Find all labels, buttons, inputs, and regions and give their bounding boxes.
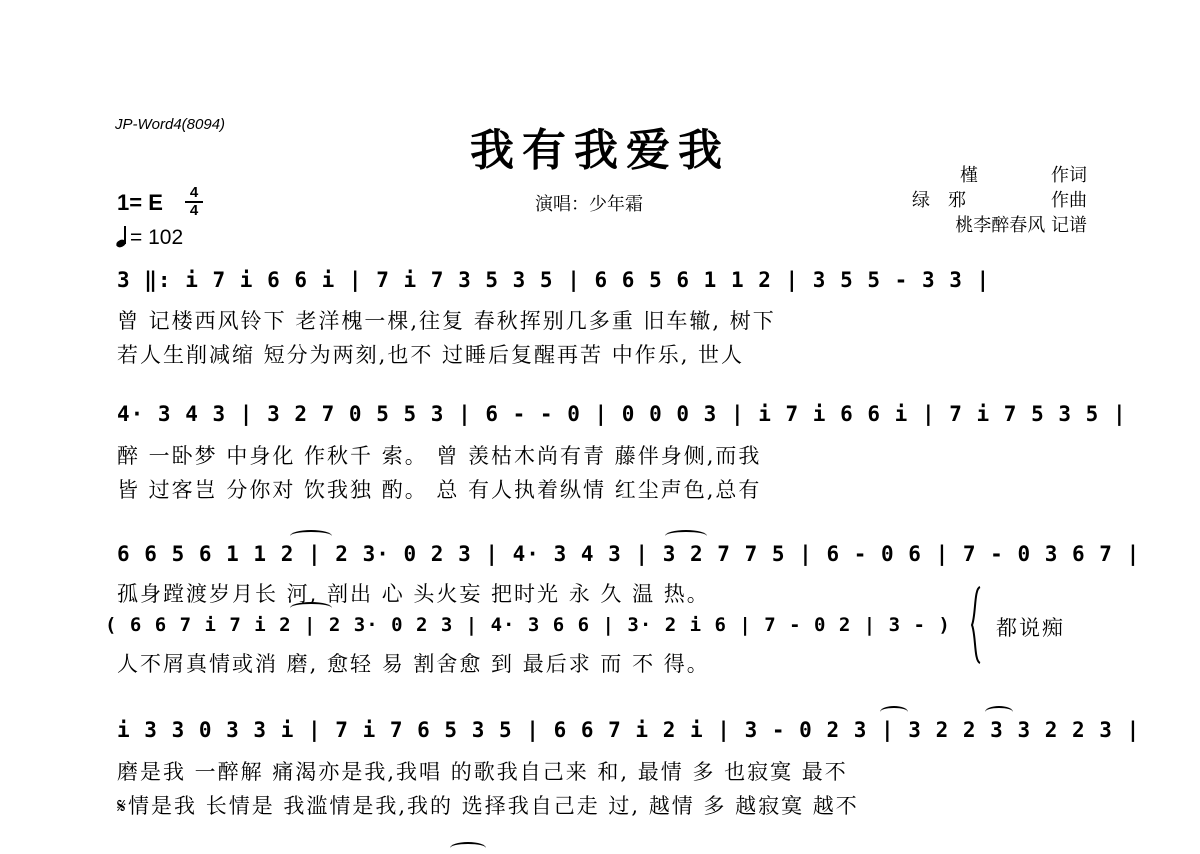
lyric-line-1a: 曾 记楼西风铃下 老洋槐一棵,往复 春秋挥别几多重 旧车辙, 树下 <box>117 309 776 333</box>
singer-credit: 演唱：少年霜 <box>535 194 643 215</box>
lyricist-name: 槿 <box>960 165 978 186</box>
slur-mark <box>290 602 332 614</box>
song-title: 我有我爱我 <box>470 125 730 176</box>
slur-mark <box>985 706 1013 718</box>
composer-role: 作曲 <box>1051 190 1087 211</box>
time-signature-bottom: 4 <box>189 202 199 219</box>
key-signature: 1= E <box>117 190 163 215</box>
time-signature-top: 4 <box>189 184 199 201</box>
lyric-line-2a: 醉 一卧梦 中身化 作秋千 索。 曾 羡枯木尚有青 藤伴身侧,而我 <box>117 444 762 468</box>
brace-icon <box>970 585 982 665</box>
notation-line-3: 6 6 5 6 1 1 2 | 2 3· 0 2 3 | 4· 3 4 3 | 3 2 7 7 5 | 6 - 0 6 | 7 - 0 3 6 7 | <box>117 542 1141 566</box>
slur-mark <box>880 706 908 718</box>
software-label: JP-Word4(8094) <box>115 116 226 133</box>
tempo-marking <box>116 226 183 250</box>
lyricist-role: 作词 <box>1051 165 1087 186</box>
intro-lyric-line: 人不屑真情或消 磨, 愈轻 易 割舍愈 到 最后求 而 不 得。 <box>117 652 710 676</box>
slur-mark <box>290 530 332 542</box>
slur-mark <box>450 842 486 854</box>
tempo-value: = 102 <box>130 226 184 249</box>
notation-line-4: i 3 3 0 3 3 i | 7 i 7 6 5 3 5 | 6 6 7 i 2 i | 3 - 0 2 3 | 3 2 2 3 3 2 2 3 | <box>117 718 1141 742</box>
credits-block <box>912 163 1087 238</box>
lyric-line-2b: 皆 过客岂 分你对 饮我独 酌。 总 有人执着纵情 红尘声色,总有 <box>117 478 762 502</box>
transcriber-credit: 桃李醉春风 记谱 <box>955 215 1087 236</box>
quarter-note-icon <box>116 227 130 247</box>
lyric-line-4a: 磨是我 一醉解 痛渴亦是我,我唱 的歌我自己来 和, 最情 多 也寂寞 最不 <box>117 760 848 784</box>
time-signature <box>183 185 205 219</box>
lyric-line-1b: 若人生削减缩 短分为两刻,也不 过睡后复醒再苦 中作乐, 世人 <box>117 343 745 367</box>
lyric-line-4b: 𝄋情是我 长情是 我滥情是我,我的 选择我自己走 过, 越情 多 越寂寞 越不 <box>117 794 859 818</box>
notation-line-2: 4· 3 4 3 | 3 2 7 0 5 5 3 | 6 - - 0 | 0 0 0 3 | i 7 i 6 6 i | 7 i 7 5 3 5 | <box>117 402 1127 426</box>
notation-line-1: 3 ‖: i 7 i 6 6 i | 7 i 7 3 5 3 5 | 6 6 5 6 1 1 2 | 3 5 5 - 3 3 | <box>117 268 991 292</box>
intro-notation-line: ( 6 6 7 i 7 i 2 | 2 3· 0 2 3 | 4· 3 6 6 | 3· 2 i 6 | 7 - 0 2 | 3 - ) <box>105 614 951 636</box>
lyric-line-3a: 孤身蹚渡岁月长 河, 剖出 心 头火妄 把时光 永 久 温 热。 <box>117 582 710 606</box>
brace-lyric: 都说痴 <box>996 616 1065 640</box>
composer-name: 绿 邪 <box>912 190 966 211</box>
slur-mark <box>665 530 707 542</box>
